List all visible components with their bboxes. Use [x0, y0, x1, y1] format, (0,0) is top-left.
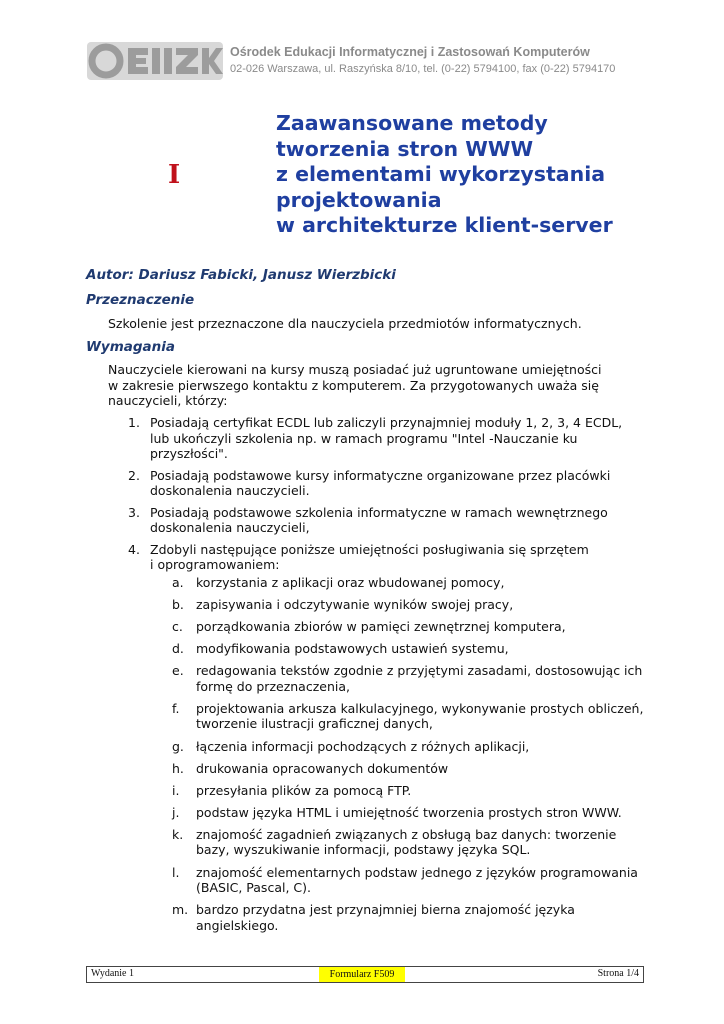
- list-item-line: łączenia informacji pochodzących z różnych aplikacji,: [196, 738, 530, 754]
- list-item: [152, 827, 652, 858]
- organization-address: 02-026 Warszawa, ul. Raszyńska 8/10, tel. (0-22) 5794100, fax (0-22) 5794170: [230, 63, 616, 75]
- list-item-line: przesyłania plików za pomocą FTP.: [196, 782, 412, 798]
- list-item-line: doskonalenia nauczycieli,: [150, 520, 310, 535]
- section-heading-przeznaczenie: Przeznaczenie: [86, 292, 195, 308]
- list-marker: 1.: [128, 415, 140, 430]
- list-marker: b.: [172, 597, 184, 613]
- list-marker: l.: [172, 864, 180, 880]
- list-item-line: doskonalenia nauczycieli.: [150, 483, 310, 498]
- module-numeral: I: [168, 160, 181, 190]
- list-item-line: projektowania arkusza kalkulacyjnego, wykonywanie prostych obliczeń,: [196, 700, 644, 716]
- paragraph-line: Nauczyciele kierowani na kursy muszą posiadać już ugruntowane umiejętności: [108, 362, 602, 377]
- list-marker: k.: [172, 826, 184, 842]
- list-marker: e.: [172, 663, 184, 679]
- list-marker: a.: [172, 575, 184, 590]
- list-item: [152, 597, 652, 613]
- list-item: [108, 542, 648, 573]
- list-item-line: formę do przeznaczenia,: [196, 678, 350, 694]
- list-item-line: i oprogramowaniem:: [150, 557, 280, 572]
- list-item-line: (BASIC, Pascal, C).: [196, 880, 311, 896]
- edition-label: Wydanie 1: [91, 968, 134, 979]
- list-item: [152, 761, 652, 777]
- list-item: [152, 902, 652, 933]
- list-marker: 3.: [128, 504, 140, 520]
- list-item-line: Zdobyli następujące poniższe umiejętności posługiwania się sprzętem: [150, 541, 589, 557]
- list-item: [152, 641, 652, 657]
- list-item-line: przyszłości".: [150, 446, 228, 461]
- title-line: Zaawansowane metody: [276, 111, 548, 135]
- list-item-line: lub ukończyli szkolenia np. w ramach programu "Intel -Nauczanie ku: [150, 430, 578, 446]
- list-item: [152, 701, 652, 732]
- list-item: [152, 805, 652, 821]
- list-marker: h.: [172, 760, 184, 776]
- form-number-label: Formularz F509: [319, 967, 405, 982]
- list-item-line: modyfikowania podstawowych ustawień systemu,: [196, 641, 509, 657]
- list-item-line: znajomość zagadnień związanych z obsługą baz danych: tworzenie: [196, 826, 617, 842]
- document-header: [86, 40, 646, 84]
- title-line: w architekturze klient-server: [276, 213, 613, 237]
- list-item-line: redagowania tekstów zgodnie z przyjętymi zasadami, dostosowując ich: [196, 663, 643, 679]
- skills-sublist: [152, 575, 652, 940]
- list-item-line: tworzenie ilustracji graficznej danych,: [196, 716, 433, 732]
- list-marker: c.: [172, 619, 183, 635]
- list-item: [108, 415, 648, 462]
- authors: Autor: Dariusz Fabicki, Janusz Wierzbicki: [86, 267, 396, 283]
- title-line: z elementami wykorzystania: [276, 162, 606, 186]
- list-item: [108, 468, 648, 499]
- page-footer: [86, 966, 644, 983]
- paragraph-line: w zakresie pierwszego kontaktu z komputerem. Za przygotowanych uważa się: [108, 377, 599, 393]
- wymagania-intro: [108, 362, 628, 409]
- paragraph-line: nauczycieli, którzy:: [108, 393, 228, 408]
- list-item-line: znajomość elementarnych podstaw jednego z języków programowania: [196, 864, 638, 880]
- list-item-line: porządkowania zbiorów w pamięci zewnętrznej komputera,: [196, 619, 566, 635]
- list-marker: f.: [172, 700, 180, 716]
- list-marker: g.: [172, 738, 184, 754]
- list-item-line: bazy, wyszukiwanie informacji, podstawy języka SQL.: [196, 842, 531, 858]
- list-marker: d.: [172, 641, 184, 657]
- requirements-list: [108, 415, 648, 579]
- title-line: projektowania: [276, 187, 442, 212]
- list-item-line: drukowania opracowanych dokumentów: [196, 760, 449, 776]
- title-line: tworzenia stron WWW: [276, 136, 534, 161]
- list-item-line: angielskiego.: [196, 917, 279, 933]
- przeznaczenie-text: [108, 316, 628, 332]
- list-item-line: bardzo przydatna jest przynajmniej bierna znajomość języka: [196, 902, 575, 918]
- list-marker: 4.: [128, 541, 140, 557]
- paragraph-line: Szkolenie jest przeznaczone dla nauczyciela przedmiotów informatycznych.: [108, 316, 582, 331]
- list-item: [152, 619, 652, 635]
- list-marker: i.: [172, 782, 180, 798]
- course-title: [276, 111, 696, 239]
- list-item-line: podstaw języka HTML i umiejętność tworzenia prostych stron WWW.: [196, 804, 622, 820]
- list-marker: m.: [172, 902, 189, 918]
- page-number-label: Strona 1/4: [597, 968, 639, 979]
- section-heading-wymagania: Wymagania: [86, 339, 175, 355]
- oeiizk-logo: [86, 40, 224, 82]
- list-item: [108, 505, 648, 536]
- list-item-line: korzystania z aplikacji oraz wbudowanej pomocy,: [196, 575, 505, 590]
- list-item: [152, 575, 652, 591]
- list-item-line: Posiadają podstawowe szkolenia informatyczne w ramach wewnętrznego: [150, 504, 608, 520]
- list-item-line: zapisywania i odczytywanie wyników swojej pracy,: [196, 597, 514, 613]
- organization-name: Ośrodek Edukacji Informatycznej i Zastosowań Komputerów: [230, 45, 590, 59]
- list-item-line: Posiadają certyfikat ECDL lub zaliczyli przynajmniej moduły 1, 2, 3, 4 ECDL,: [150, 415, 623, 430]
- list-item: [152, 783, 652, 799]
- list-item: [152, 865, 652, 896]
- list-item-line: Posiadają podstawowe kursy informatyczne organizowane przez placówki: [150, 467, 611, 483]
- list-marker: j.: [172, 804, 180, 820]
- list-marker: 2.: [128, 467, 140, 483]
- list-item: [152, 739, 652, 755]
- list-item: [152, 663, 652, 694]
